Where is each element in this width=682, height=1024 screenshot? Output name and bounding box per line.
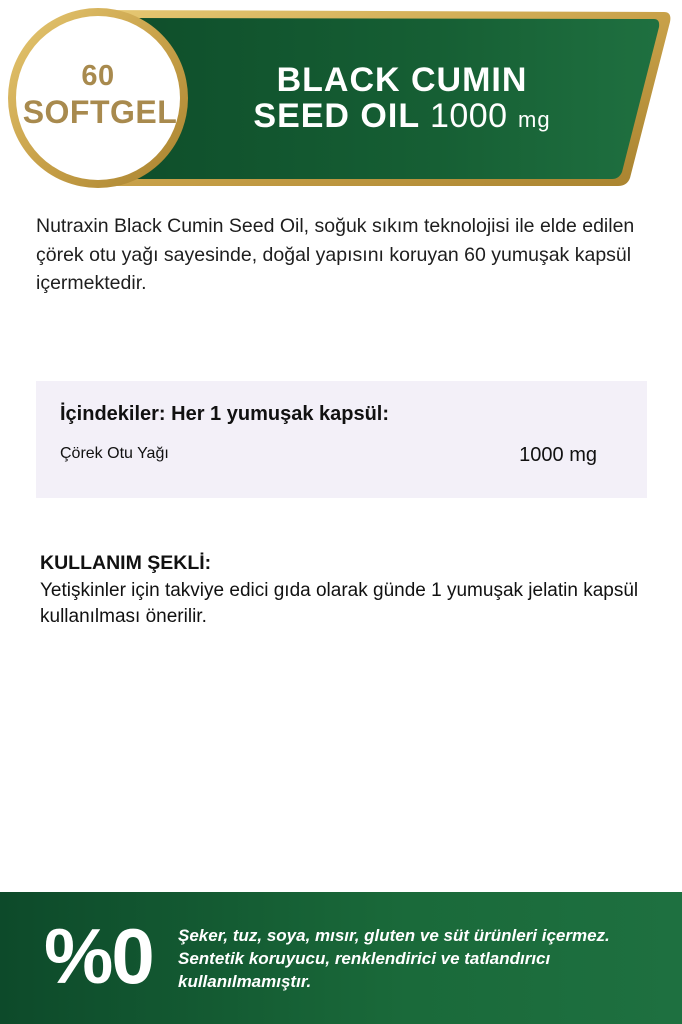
product-title bbox=[232, 62, 572, 138]
title-name: SEED OIL bbox=[253, 97, 420, 135]
ingredient-amount: 1000 mg bbox=[519, 444, 597, 466]
zero-percent-label: %0 bbox=[44, 912, 153, 1000]
dose-unit: mg bbox=[518, 107, 551, 132]
product-description: Nutraxin Black Cumin Seed Oil, soğuk sıkım teknolojisi ile elde edilen çörek otu yağı sayesinde, doğal yapısını koruyan 60 yumuşak kapsül içermektedir. bbox=[36, 215, 635, 294]
badge-count: 60 bbox=[81, 60, 115, 92]
ingredients-title: İçindekiler: Her 1 yumuşak kapsül: bbox=[60, 403, 390, 425]
dose-value: 1000 bbox=[429, 97, 508, 135]
free-from-text: Şeker, tuz, soya, mısır, gluten ve süt ürünleri içermez. Sentetik koruyucu, renklendirici ve tatlandırıcı kullanılmamıştır. bbox=[178, 926, 610, 991]
ingredients-panel bbox=[36, 381, 647, 498]
product-banner bbox=[0, 0, 682, 200]
badge-unit: SOFTGEL bbox=[22, 94, 178, 130]
softgel-count-badge bbox=[14, 14, 182, 182]
ingredient-name: Çörek Otu Yağı bbox=[60, 445, 169, 462]
title-line-1: BLACK CUMIN bbox=[276, 61, 528, 99]
free-from-footer bbox=[0, 892, 682, 1024]
usage-text: Yetişkinler için takviye edici gıda olarak günde 1 yumuşak jelatin kapsül kullanılması önerilir. bbox=[40, 580, 639, 627]
usage-title: KULLANIM ŞEKLİ: bbox=[40, 552, 212, 574]
title-line-2 bbox=[232, 98, 572, 138]
